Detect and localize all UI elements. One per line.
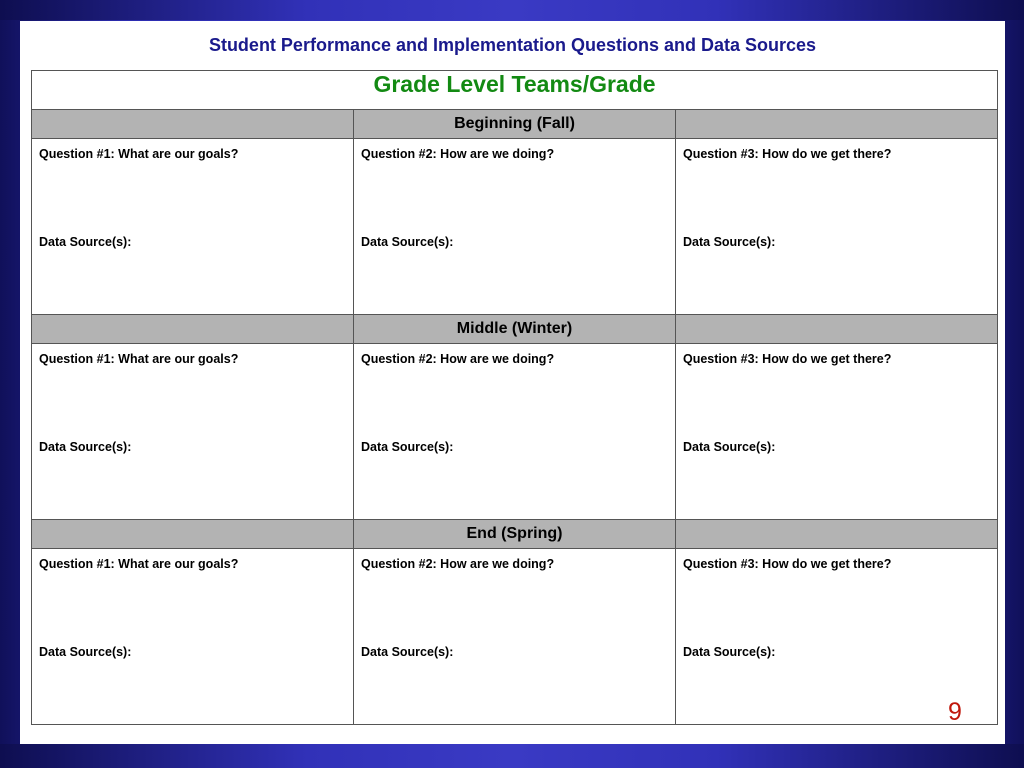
question-label: Question #2: How are we doing? <box>361 557 555 571</box>
data-source-label: Data Source(s): <box>39 645 132 659</box>
planning-table <box>31 70 998 725</box>
section-band-right <box>676 520 998 549</box>
section-row-fall <box>32 110 998 139</box>
section-row-winter <box>32 315 998 344</box>
table-cell[interactable] <box>676 139 998 315</box>
section-label: End (Spring) <box>354 520 676 549</box>
content-row-fall <box>32 139 998 315</box>
question-label: Question #1: What are our goals? <box>39 352 239 366</box>
question-label: Question #2: How are we doing? <box>361 147 555 161</box>
question-label: Question #3: How do we get there? <box>683 557 892 571</box>
table-cell[interactable] <box>32 139 354 315</box>
question-label: Question #2: How are we doing? <box>361 352 555 366</box>
data-source-label: Data Source(s): <box>361 440 454 454</box>
section-band-left <box>32 315 354 344</box>
section-band-right <box>676 110 998 139</box>
data-source-label: Data Source(s): <box>361 235 454 249</box>
top-frame-stripe <box>0 0 1024 20</box>
question-label: Question #3: How do we get there? <box>683 352 892 366</box>
table-cell[interactable] <box>676 344 998 520</box>
section-row-spring <box>32 520 998 549</box>
question-label: Question #1: What are our goals? <box>39 557 239 571</box>
content-row-spring <box>32 549 998 725</box>
data-source-label: Data Source(s): <box>683 235 776 249</box>
section-label: Beginning (Fall) <box>354 110 676 139</box>
table-cell[interactable] <box>32 549 354 725</box>
section-label: Middle (Winter) <box>354 315 676 344</box>
data-source-label: Data Source(s): <box>683 645 776 659</box>
data-source-label: Data Source(s): <box>39 235 132 249</box>
slide-title: Student Performance and Implementation Questions and Data Sources <box>208 35 817 55</box>
table-cell[interactable] <box>354 549 676 725</box>
data-source-label: Data Source(s): <box>683 440 776 454</box>
data-source-label: Data Source(s): <box>361 645 454 659</box>
table-cell[interactable] <box>32 344 354 520</box>
table-cell[interactable] <box>354 344 676 520</box>
data-source-label: Data Source(s): <box>39 440 132 454</box>
section-band-left <box>32 520 354 549</box>
table-heading: Grade Level Teams/Grade <box>32 71 998 110</box>
bottom-frame-stripe <box>0 744 1024 768</box>
table-cell[interactable] <box>354 139 676 315</box>
slide <box>20 21 1005 744</box>
page-number: 9 <box>948 698 962 726</box>
question-label: Question #1: What are our goals? <box>39 147 239 161</box>
content-row-winter <box>32 344 998 520</box>
section-band-left <box>32 110 354 139</box>
question-label: Question #3: How do we get there? <box>683 147 892 161</box>
section-band-right <box>676 315 998 344</box>
